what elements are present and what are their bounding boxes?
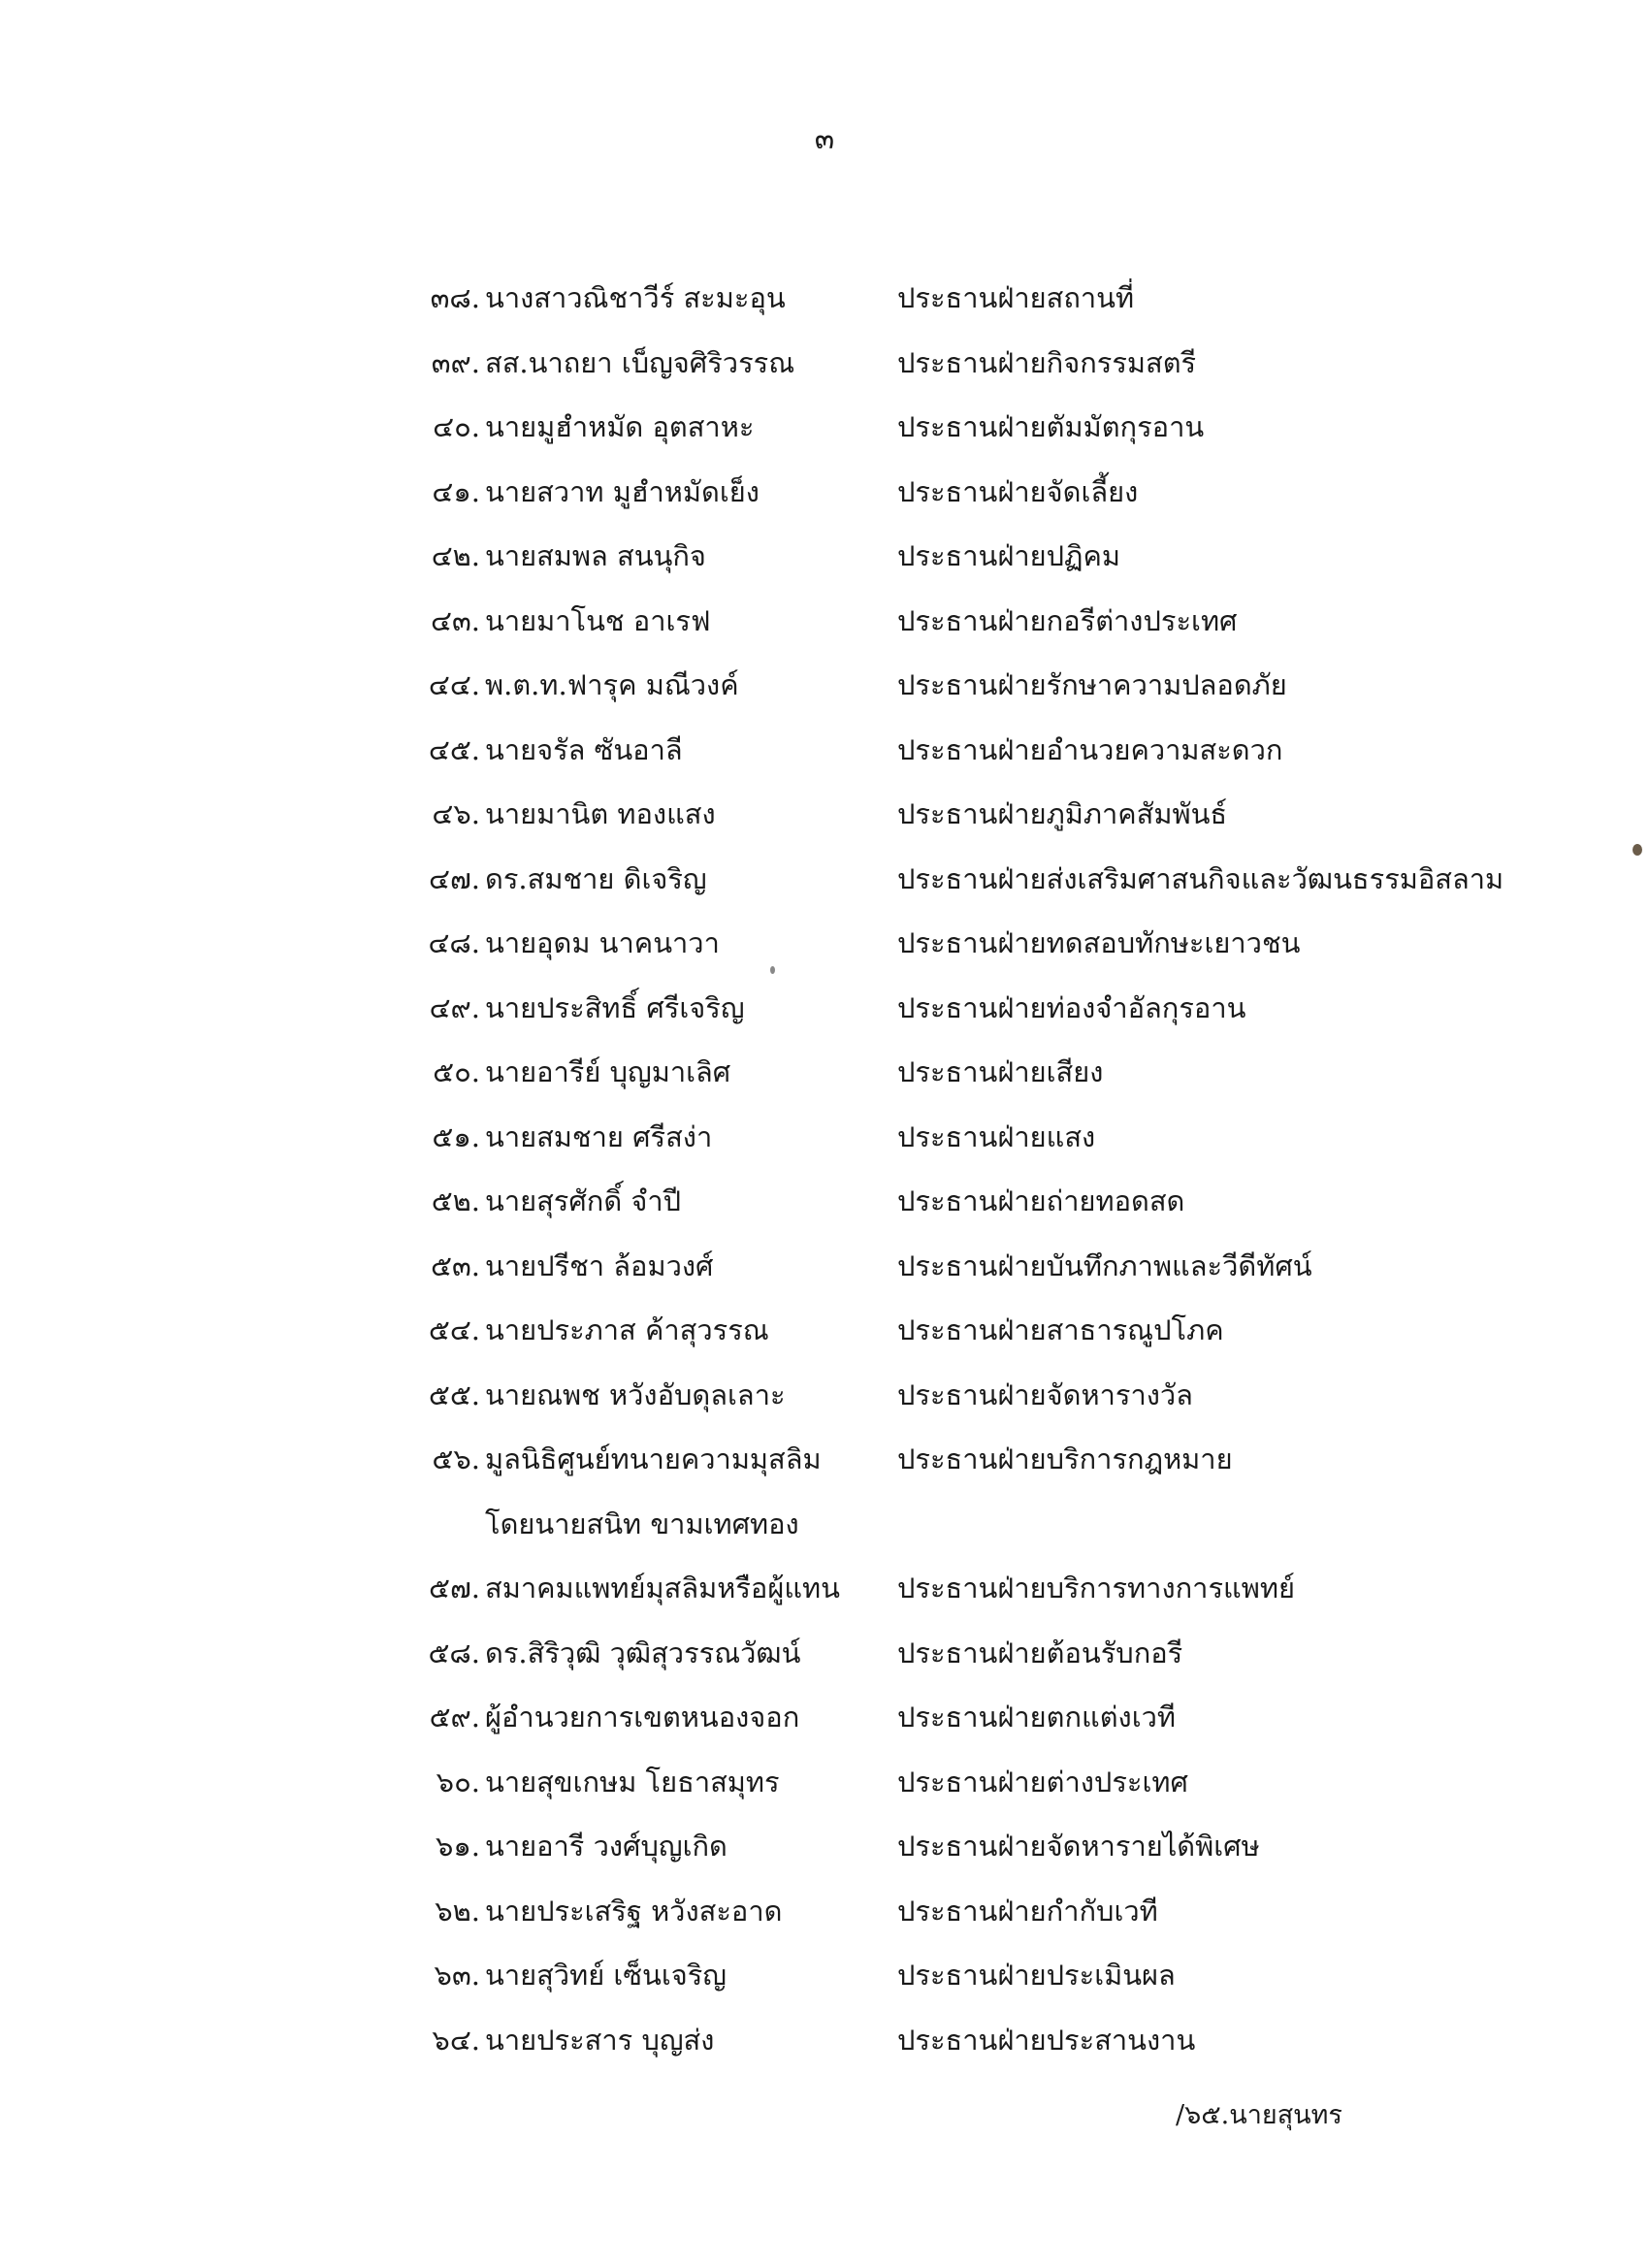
- entry-name: พ.ต.ท.ฟารุค มณีวงค์: [485, 668, 739, 701]
- entry-role: ประธานฝ่ายถ่ายทอดสด: [897, 1184, 1185, 1217]
- entry-name: นายณพช หวังอับดุลเลาะ: [485, 1377, 786, 1411]
- entry-role: ประธานฝ่ายประสานงาน: [897, 2023, 1196, 2057]
- list-item: [0, 601, 1649, 666]
- entry-number: ๓๘.: [430, 281, 480, 314]
- list-item: [0, 278, 1649, 343]
- list-item: [0, 1763, 1649, 1828]
- list-item: [0, 1892, 1649, 1957]
- list-item: [0, 1311, 1649, 1376]
- entry-name: มูลนิธิศูนย์ทนายความมุสลิม: [485, 1442, 822, 1475]
- list-item: [0, 1182, 1649, 1247]
- entry-name: ดร.สิริวุฒิ วุฒิสุวรรณวัฒน์: [485, 1636, 801, 1669]
- entry-role: ประธานฝ่ายสถานที่: [897, 281, 1135, 314]
- list-item: [0, 1569, 1649, 1634]
- entry-number: ๕๒.: [431, 1184, 480, 1217]
- entry-name: นางสาวณิชาวีร์ สะมะอุน: [485, 281, 786, 314]
- entry-number: ๔๑.: [432, 474, 480, 508]
- entry-name: นายมูฮำหมัด อุตสาหะ: [485, 410, 755, 443]
- entry-number: ๖๑.: [435, 1830, 480, 1863]
- entry-number: ๔๕.: [428, 732, 480, 766]
- entry-number: ๔๗.: [429, 861, 480, 895]
- paper-speck: [1633, 844, 1642, 856]
- entry-role: ประธานฝ่ายปฏิคม: [897, 539, 1121, 572]
- entry-number: ๕๔.: [428, 1313, 480, 1346]
- entry-role: ประธานฝ่ายรักษาความปลอดภัย: [897, 668, 1287, 701]
- entry-number: ๖๒.: [435, 1894, 480, 1928]
- list-item: [0, 794, 1649, 859]
- list-item: [0, 923, 1649, 988]
- entry-name: นายสมชาย ศรีสง่า: [485, 1119, 713, 1153]
- entry-role: ประธานฝ่ายจัดหารางวัล: [897, 1377, 1193, 1411]
- list-item: [0, 1698, 1649, 1763]
- entry-role: ประธานฝ่ายต้อนรับกอรี: [897, 1636, 1183, 1669]
- entry-role: ประธานฝ่ายตัมมัตกุรอาน: [897, 410, 1205, 443]
- entry-name: นายสุรศักดิ์ จำปี: [485, 1184, 682, 1217]
- entry-role: ประธานฝ่ายบริการกฎหมาย: [897, 1442, 1233, 1475]
- entry-role: ประธานฝ่ายจัดเลี้ยง: [897, 474, 1139, 508]
- entry-name: นายประสาร บุญส่ง: [485, 2023, 715, 2057]
- entry-role: ประธานฝ่ายส่งเสริมศาสนกิจและวัฒนธรรมอิสลาม: [897, 861, 1504, 895]
- list-item: [0, 407, 1649, 472]
- entry-number: ๓๙.: [431, 345, 480, 379]
- entry-name: นายมานิต ทองแสง: [485, 797, 716, 830]
- list-item: [0, 1053, 1649, 1118]
- entry-number: ๖๔.: [432, 2023, 480, 2057]
- list-item: [0, 2021, 1649, 2086]
- list-item: [0, 1827, 1649, 1892]
- entry-role: ประธานฝ่ายแสง: [897, 1119, 1096, 1153]
- entry-name: นายปรีชา ล้อมวงศ์: [485, 1248, 714, 1282]
- entry-name: ผู้อำนวยการเขตหนองจอก: [485, 1701, 800, 1733]
- entry-name: นายอารี วงศ์บุญเกิด: [485, 1830, 728, 1863]
- continuation-note: /๖๕.นายสุนทร: [1176, 2100, 1342, 2130]
- entry-role: ประธานฝ่ายประเมินผล: [897, 1959, 1176, 1992]
- entry-number: ๕๖.: [432, 1442, 480, 1475]
- entry-name: นายประเสริฐ หวังสะอาด: [485, 1894, 783, 1928]
- paper-speck: [770, 966, 775, 974]
- entry-number: ๕๑.: [432, 1119, 480, 1153]
- entry-number: ๔๓.: [431, 603, 480, 637]
- entry-name: นายประภาส ค้าสุวรรณ: [485, 1313, 769, 1346]
- list-item: [0, 536, 1649, 601]
- entry-role: ประธานฝ่ายท่องจำอัลกุรอาน: [897, 990, 1246, 1024]
- list-item: [0, 1376, 1649, 1441]
- entry-number: ๕๕.: [428, 1377, 480, 1411]
- list-item: [0, 859, 1649, 924]
- entry-role: ประธานฝ่ายตกแต่งเวที: [897, 1701, 1177, 1733]
- entry-role: ประธานฝ่ายภูมิภาคสัมพันธ์: [897, 797, 1228, 830]
- entry-name: นายสวาท มูฮำหมัดเย็ง: [485, 474, 760, 508]
- entry-role: ประธานฝ่ายอำนวยความสะดวก: [897, 732, 1283, 766]
- entry-number: ๖๐.: [436, 1765, 480, 1798]
- entry-name: นายอุดม นาคนาวา: [485, 926, 720, 959]
- entry-role: ประธานฝ่ายจัดหารายได้พิเศษ: [897, 1830, 1260, 1863]
- entry-role: ประธานฝ่ายบันทึกภาพและวีดีทัศน์: [897, 1248, 1312, 1282]
- entry-number: ๔๐.: [433, 410, 480, 443]
- entry-number: ๕๘.: [428, 1636, 480, 1669]
- entry-number: ๕๐.: [433, 1055, 480, 1088]
- entry-number: ๔๙.: [429, 990, 480, 1024]
- entry-name: นายมาโนช อาเรฟ: [485, 603, 711, 637]
- entry-role: ประธานฝ่ายต่างประเทศ: [897, 1765, 1188, 1798]
- entry-role: ประธานฝ่ายกอรีต่างประเทศ: [897, 603, 1238, 637]
- entry-number: ๔๔.: [428, 668, 480, 701]
- list-item: [0, 665, 1649, 730]
- list-item: [0, 1440, 1649, 1569]
- list-item: [0, 1956, 1649, 2021]
- committee-list: [0, 278, 1649, 2085]
- entry-name: สส.นาถยา เบ็ญจศิริวรรณ: [485, 345, 795, 379]
- entry-role: ประธานฝ่ายกิจกรรมสตรี: [897, 345, 1197, 379]
- list-item: [0, 988, 1649, 1053]
- entry-number: ๔๖.: [432, 797, 480, 830]
- entry-name: สมาคมแพทย์มุสลิมหรือผู้แทน: [485, 1571, 840, 1604]
- entry-name: นายประสิทธิ์ ศรีเจริญ: [485, 990, 745, 1024]
- list-item: [0, 1247, 1649, 1312]
- entry-name-continued: โดยนายสนิท ขามเทศทอง: [485, 1507, 799, 1540]
- entry-number: ๕๙.: [429, 1701, 480, 1733]
- entry-name: นายสมพล สนนุกิจ: [485, 539, 706, 572]
- list-item: [0, 730, 1649, 795]
- list-item: [0, 1634, 1649, 1699]
- entry-name: นายสุวิทย์ เซ็นเจริญ: [485, 1959, 728, 1992]
- list-item: [0, 472, 1649, 537]
- entry-role: ประธานฝ่ายบริการทางการแพทย์: [897, 1571, 1295, 1604]
- entry-name: นายสุขเกษม โยธาสมุทร: [485, 1765, 780, 1798]
- entry-number: ๕๓.: [431, 1248, 480, 1282]
- entry-role: ประธานฝ่ายกำกับเวที: [897, 1894, 1158, 1928]
- entry-name: นายจรัล ซันอาลี: [485, 732, 683, 766]
- list-item: [0, 1118, 1649, 1183]
- entry-number: ๖๓.: [434, 1959, 480, 1992]
- entry-number: ๔๘.: [428, 926, 480, 959]
- entry-name: นายอารีย์ บุญมาเลิศ: [485, 1055, 731, 1088]
- entry-number: ๕๗.: [429, 1571, 480, 1604]
- page-number: ๓: [814, 122, 835, 156]
- entry-role: ประธานฝ่ายทดสอบทักษะเยาวชน: [897, 926, 1301, 959]
- entry-name: ดร.สมชาย ดิเจริญ: [485, 861, 707, 895]
- entry-role: ประธานฝ่ายเสียง: [897, 1055, 1104, 1088]
- list-item: [0, 343, 1649, 408]
- entry-role: ประธานฝ่ายสาธารณูปโภค: [897, 1313, 1224, 1346]
- entry-number: ๔๒.: [431, 539, 480, 572]
